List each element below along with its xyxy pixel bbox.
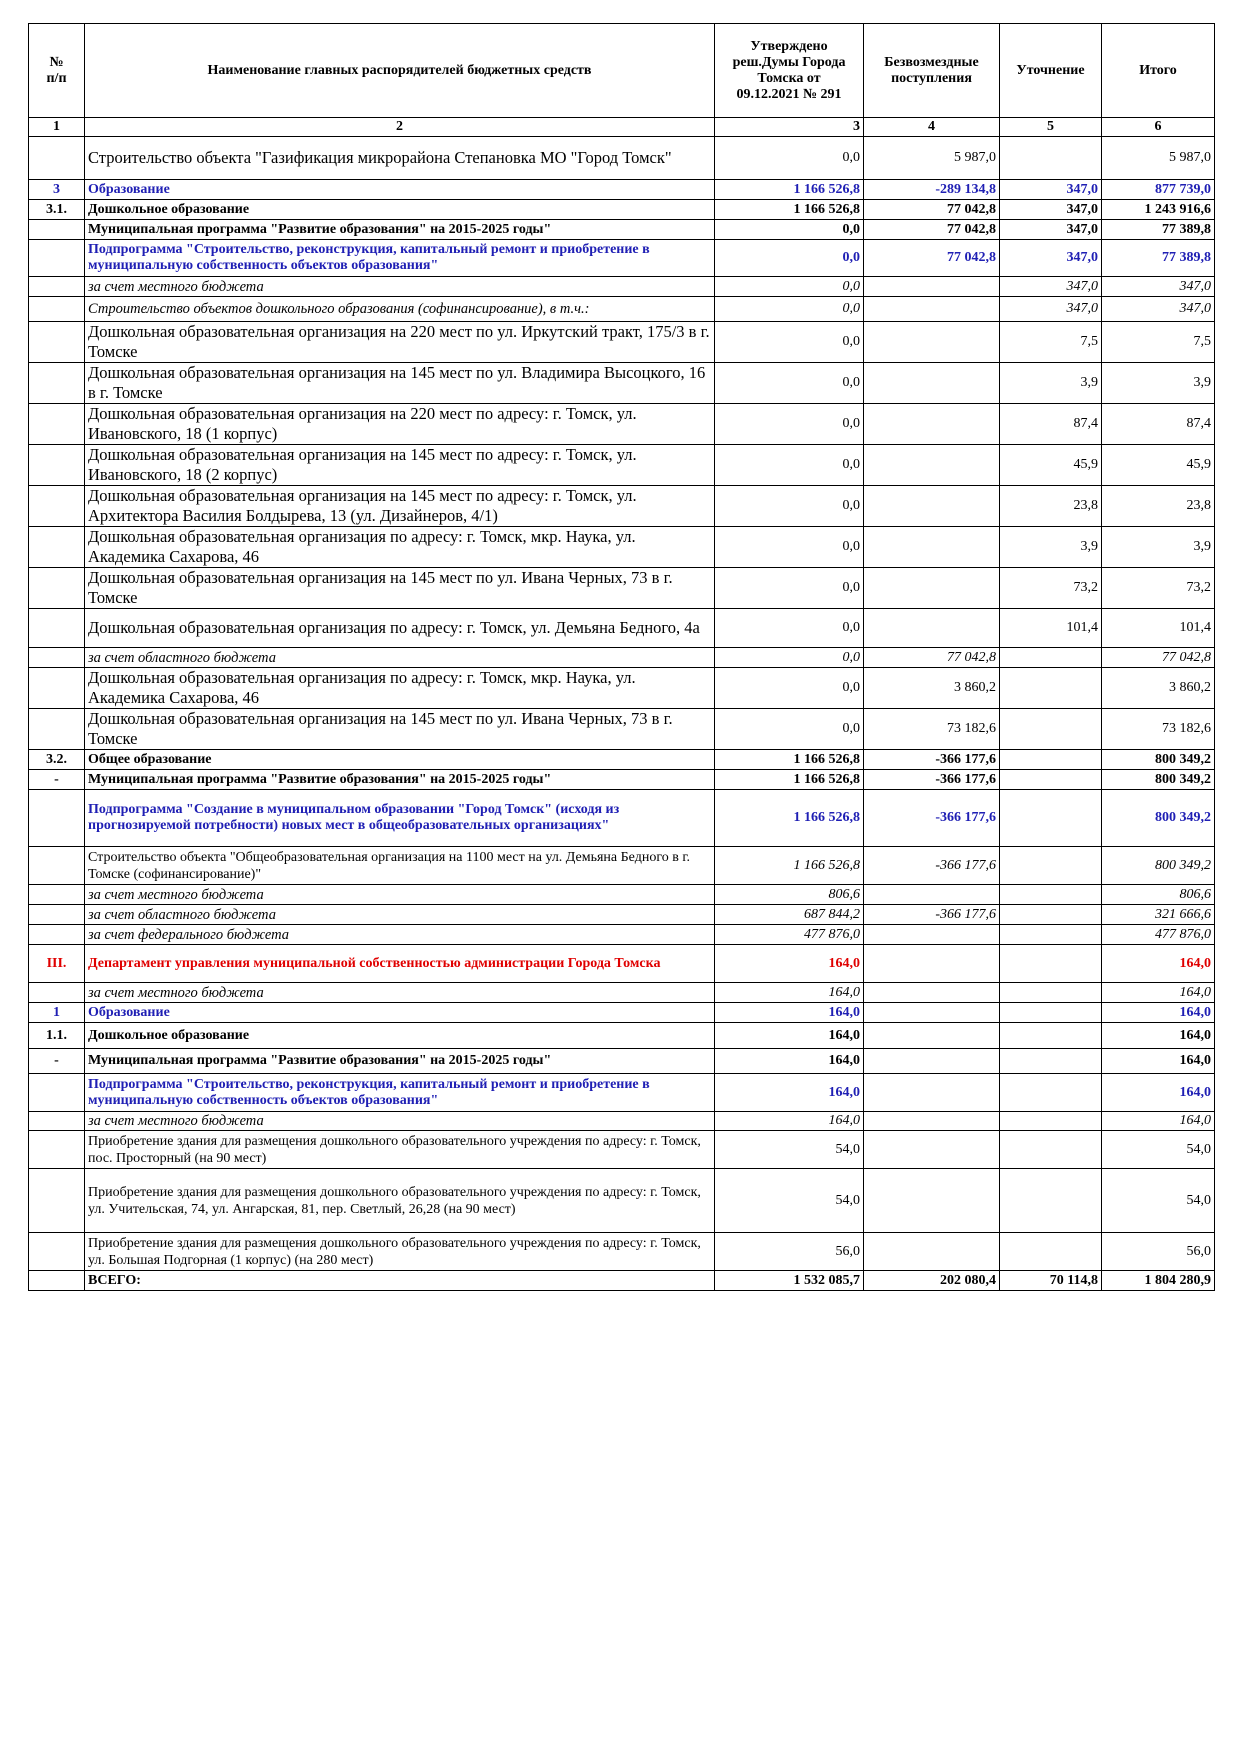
row-number	[29, 322, 85, 363]
approved-value: 0,0	[715, 363, 864, 404]
clarification-value: 23,8	[1000, 486, 1102, 527]
approved-value: 164,0	[715, 1003, 864, 1023]
gratuitous-value	[864, 363, 1000, 404]
clarification-value: 70 114,8	[1000, 1271, 1102, 1291]
clarification-value	[1000, 885, 1102, 905]
row-name: Дошкольная образовательная организация на 145 мест по ул. Ивана Черных, 73 в г. Томске	[85, 568, 715, 609]
header-total: Итого	[1102, 24, 1215, 118]
approved-value: 0,0	[715, 527, 864, 568]
clarification-value	[1000, 750, 1102, 770]
table-row	[29, 200, 1215, 220]
row-number	[29, 609, 85, 648]
approved-value: 0,0	[715, 445, 864, 486]
column-number: 6	[1102, 118, 1215, 137]
clarification-value	[1000, 1131, 1102, 1169]
approved-value: 54,0	[715, 1169, 864, 1233]
approved-value: 0,0	[715, 709, 864, 750]
row-number	[29, 1074, 85, 1112]
row-number	[29, 983, 85, 1003]
row-number: 1.1.	[29, 1023, 85, 1049]
gratuitous-value	[864, 1003, 1000, 1023]
row-number	[29, 137, 85, 180]
gratuitous-value: 77 042,8	[864, 648, 1000, 668]
row-number	[29, 925, 85, 945]
total-value: 7,5	[1102, 322, 1215, 363]
gratuitous-value	[864, 445, 1000, 486]
table-row	[29, 925, 1215, 945]
row-name: Муниципальная программа "Развитие образования" на 2015-2025 годы"	[85, 770, 715, 790]
approved-value: 687 844,2	[715, 905, 864, 925]
table-row	[29, 527, 1215, 568]
column-number-row	[29, 118, 1215, 137]
gratuitous-value: 73 182,6	[864, 709, 1000, 750]
row-number	[29, 277, 85, 297]
gratuitous-value	[864, 1131, 1000, 1169]
row-number	[29, 668, 85, 709]
approved-value: 1 532 085,7	[715, 1271, 864, 1291]
table-row	[29, 750, 1215, 770]
table-row	[29, 770, 1215, 790]
row-number	[29, 445, 85, 486]
gratuitous-value: -289 134,8	[864, 180, 1000, 200]
row-number	[29, 568, 85, 609]
row-number	[29, 1233, 85, 1271]
approved-value: 0,0	[715, 220, 864, 240]
table-row	[29, 1003, 1215, 1023]
table-row	[29, 322, 1215, 363]
gratuitous-value: -366 177,6	[864, 905, 1000, 925]
clarification-value: 347,0	[1000, 297, 1102, 322]
row-name: Дошкольная образовательная организация на 220 мест по адресу: г. Томск, ул. Ивановского, 18 (1 корпус)	[85, 404, 715, 445]
gratuitous-value	[864, 297, 1000, 322]
approved-value: 806,6	[715, 885, 864, 905]
total-value: 77 389,8	[1102, 220, 1215, 240]
row-number	[29, 527, 85, 568]
table-row	[29, 1271, 1215, 1291]
table-row	[29, 1233, 1215, 1271]
clarification-value	[1000, 1112, 1102, 1131]
total-value: 1 804 280,9	[1102, 1271, 1215, 1291]
gratuitous-value	[864, 885, 1000, 905]
row-number	[29, 905, 85, 925]
table-row	[29, 885, 1215, 905]
row-number	[29, 1131, 85, 1169]
row-name: Дошкольное образование	[85, 200, 715, 220]
total-value: 3,9	[1102, 363, 1215, 404]
total-value: 101,4	[1102, 609, 1215, 648]
clarification-value: 3,9	[1000, 363, 1102, 404]
clarification-value: 87,4	[1000, 404, 1102, 445]
total-value: 164,0	[1102, 1049, 1215, 1074]
total-value: 5 987,0	[1102, 137, 1215, 180]
gratuitous-value	[864, 277, 1000, 297]
table-row	[29, 137, 1215, 180]
row-name: за счет местного бюджета	[85, 983, 715, 1003]
total-value: 45,9	[1102, 445, 1215, 486]
gratuitous-value: 3 860,2	[864, 668, 1000, 709]
clarification-value	[1000, 983, 1102, 1003]
row-name: Муниципальная программа "Развитие образования" на 2015-2025 годы"	[85, 1049, 715, 1074]
row-name: Подпрограмма "Строительство, реконструкция, капитальный ремонт и приобретение в муниципальную собственность объектов образования"	[85, 240, 715, 277]
table-row	[29, 1049, 1215, 1074]
clarification-value: 347,0	[1000, 220, 1102, 240]
table-header-row	[29, 24, 1215, 118]
clarification-value: 7,5	[1000, 322, 1102, 363]
approved-value: 1 166 526,8	[715, 847, 864, 885]
table-row	[29, 568, 1215, 609]
row-name: за счет местного бюджета	[85, 277, 715, 297]
gratuitous-value	[864, 322, 1000, 363]
row-name: Подпрограмма "Строительство, реконструкция, капитальный ремонт и приобретение в муниципальную собственность объектов образования"	[85, 1074, 715, 1112]
row-number	[29, 240, 85, 277]
row-number	[29, 885, 85, 905]
row-number	[29, 1169, 85, 1233]
column-number: 3	[715, 118, 864, 137]
row-number	[29, 847, 85, 885]
approved-value: 0,0	[715, 240, 864, 277]
table-row	[29, 668, 1215, 709]
gratuitous-value: -366 177,6	[864, 847, 1000, 885]
approved-value: 1 166 526,8	[715, 750, 864, 770]
row-name: Подпрограмма "Создание в муниципальном образовании "Город Томск" (исходя из прогнозируемой потребности) новых мест в общеобразовательных организациях"	[85, 790, 715, 847]
gratuitous-value	[864, 1112, 1000, 1131]
column-number: 4	[864, 118, 1000, 137]
row-number: -	[29, 1049, 85, 1074]
total-value: 56,0	[1102, 1233, 1215, 1271]
clarification-value: 101,4	[1000, 609, 1102, 648]
total-value: 54,0	[1102, 1169, 1215, 1233]
gratuitous-value	[864, 609, 1000, 648]
row-name: ВСЕГО:	[85, 1271, 715, 1291]
clarification-value: 347,0	[1000, 180, 1102, 200]
total-value: 800 349,2	[1102, 847, 1215, 885]
total-value: 477 876,0	[1102, 925, 1215, 945]
gratuitous-value	[864, 568, 1000, 609]
approved-value: 56,0	[715, 1233, 864, 1271]
header-num: № п/п	[29, 24, 85, 118]
total-value: 164,0	[1102, 1112, 1215, 1131]
clarification-value	[1000, 137, 1102, 180]
total-value: 321 666,6	[1102, 905, 1215, 925]
row-number	[29, 648, 85, 668]
approved-value: 164,0	[715, 1112, 864, 1131]
table-row	[29, 648, 1215, 668]
header-approved: Утверждено реш.Думы Города Томска от 09.12.2021 № 291	[715, 24, 864, 118]
clarification-value	[1000, 668, 1102, 709]
row-number	[29, 790, 85, 847]
header-name: Наименование главных распорядителей бюджетных средств	[85, 24, 715, 118]
table-row	[29, 790, 1215, 847]
column-number: 2	[85, 118, 715, 137]
row-name: Дошкольная образовательная организация на 220 мест по ул. Иркутский тракт, 175/3 в г. Томске	[85, 322, 715, 363]
row-name: Дошкольная образовательная организация по адресу: г. Томск, мкр. Наука, ул. Академика Сахарова, 46	[85, 668, 715, 709]
row-name: Приобретение здания для размещения дошкольного образовательного учреждения по адресу: г. Томск, ул. Большая Подгорная (1 корпус) (на 280 мест)	[85, 1233, 715, 1271]
clarification-value	[1000, 905, 1102, 925]
row-number: 3.1.	[29, 200, 85, 220]
table-row	[29, 277, 1215, 297]
row-number	[29, 220, 85, 240]
row-number	[29, 1112, 85, 1131]
table-row	[29, 1112, 1215, 1131]
row-name: Департамент управления муниципальной собственностью администрации Города Томска	[85, 945, 715, 983]
row-number	[29, 363, 85, 404]
clarification-value: 73,2	[1000, 568, 1102, 609]
budget-table	[28, 23, 1215, 1291]
approved-value: 164,0	[715, 945, 864, 983]
row-number	[29, 404, 85, 445]
gratuitous-value	[864, 1169, 1000, 1233]
row-number	[29, 297, 85, 322]
table-row	[29, 486, 1215, 527]
total-value: 73 182,6	[1102, 709, 1215, 750]
table-row	[29, 1074, 1215, 1112]
row-name: Муниципальная программа "Развитие образования" на 2015-2025 годы"	[85, 220, 715, 240]
table-row	[29, 945, 1215, 983]
gratuitous-value	[864, 945, 1000, 983]
clarification-value	[1000, 1049, 1102, 1074]
row-number: 3	[29, 180, 85, 200]
column-number: 5	[1000, 118, 1102, 137]
gratuitous-value: 77 042,8	[864, 240, 1000, 277]
row-name: Образование	[85, 180, 715, 200]
total-value: 23,8	[1102, 486, 1215, 527]
gratuitous-value: 77 042,8	[864, 200, 1000, 220]
approved-value: 164,0	[715, 1074, 864, 1112]
total-value: 164,0	[1102, 1003, 1215, 1023]
table-row	[29, 445, 1215, 486]
row-name: Дошкольная образовательная организация по адресу: г. Томск, мкр. Наука, ул. Академика Сахарова, 46	[85, 527, 715, 568]
row-number	[29, 486, 85, 527]
approved-value: 0,0	[715, 486, 864, 527]
row-number: -	[29, 770, 85, 790]
row-name: Приобретение здания для размещения дошкольного образовательного учреждения по адресу: г. Томск, ул. Учительская, 74, ул. Ангарская, 81, пер. Светлый, 26,28 (на 90 мест)	[85, 1169, 715, 1233]
total-value: 77 389,8	[1102, 240, 1215, 277]
column-number: 1	[29, 118, 85, 137]
total-value: 87,4	[1102, 404, 1215, 445]
approved-value: 54,0	[715, 1131, 864, 1169]
gratuitous-value	[864, 404, 1000, 445]
approved-value: 164,0	[715, 983, 864, 1003]
table-row	[29, 220, 1215, 240]
row-name: за счет местного бюджета	[85, 885, 715, 905]
total-value: 164,0	[1102, 1023, 1215, 1049]
gratuitous-value: -366 177,6	[864, 750, 1000, 770]
clarification-value	[1000, 1023, 1102, 1049]
gratuitous-value	[864, 925, 1000, 945]
total-value: 800 349,2	[1102, 750, 1215, 770]
total-value: 877 739,0	[1102, 180, 1215, 200]
clarification-value: 3,9	[1000, 527, 1102, 568]
table-row	[29, 404, 1215, 445]
gratuitous-value: 202 080,4	[864, 1271, 1000, 1291]
clarification-value: 347,0	[1000, 240, 1102, 277]
clarification-value	[1000, 709, 1102, 750]
approved-value: 1 166 526,8	[715, 200, 864, 220]
approved-value: 0,0	[715, 648, 864, 668]
table-row	[29, 847, 1215, 885]
table-row	[29, 609, 1215, 648]
total-value: 806,6	[1102, 885, 1215, 905]
approved-value: 0,0	[715, 322, 864, 363]
row-number: 3.2.	[29, 750, 85, 770]
row-name: за счет областного бюджета	[85, 905, 715, 925]
approved-value: 164,0	[715, 1049, 864, 1074]
clarification-value: 347,0	[1000, 277, 1102, 297]
gratuitous-value	[864, 486, 1000, 527]
clarification-value	[1000, 847, 1102, 885]
total-value: 3,9	[1102, 527, 1215, 568]
table-row	[29, 1023, 1215, 1049]
clarification-value: 347,0	[1000, 200, 1102, 220]
approved-value: 1 166 526,8	[715, 180, 864, 200]
approved-value: 0,0	[715, 297, 864, 322]
gratuitous-value: -366 177,6	[864, 770, 1000, 790]
gratuitous-value	[864, 1049, 1000, 1074]
total-value: 164,0	[1102, 1074, 1215, 1112]
table-row	[29, 297, 1215, 322]
clarification-value	[1000, 1074, 1102, 1112]
table-row	[29, 363, 1215, 404]
row-name: Строительство объектов дошкольного образования (софинансирование), в т.ч.:	[85, 297, 715, 322]
approved-value: 0,0	[715, 404, 864, 445]
approved-value: 0,0	[715, 137, 864, 180]
row-name: Дошкольная образовательная организация на 145 мест по адресу: г. Томск, ул. Архитектора Василия Болдырева, 13 (ул. Дизайнеров, 4/1)	[85, 486, 715, 527]
total-value: 164,0	[1102, 983, 1215, 1003]
table-body	[29, 137, 1215, 1291]
row-name: Дошкольная образовательная организация по адресу: г. Томск, ул. Демьяна Бедного, 4а	[85, 609, 715, 648]
row-name: Строительство объекта "Газификация микрорайона Степановка МО "Город Томск"	[85, 137, 715, 180]
approved-value: 1 166 526,8	[715, 790, 864, 847]
row-name: за счет федерального бюджета	[85, 925, 715, 945]
table-row	[29, 1131, 1215, 1169]
clarification-value	[1000, 925, 1102, 945]
row-name: Общее образование	[85, 750, 715, 770]
approved-value: 1 166 526,8	[715, 770, 864, 790]
table-row	[29, 709, 1215, 750]
table-row	[29, 240, 1215, 277]
approved-value: 0,0	[715, 568, 864, 609]
table-row	[29, 180, 1215, 200]
approved-value: 0,0	[715, 668, 864, 709]
row-name: Дошкольная образовательная организация на 145 мест по ул. Ивана Черных, 73 в г. Томске	[85, 709, 715, 750]
gratuitous-value	[864, 527, 1000, 568]
clarification-value	[1000, 648, 1102, 668]
clarification-value: 45,9	[1000, 445, 1102, 486]
gratuitous-value	[864, 983, 1000, 1003]
clarification-value	[1000, 770, 1102, 790]
total-value: 3 860,2	[1102, 668, 1215, 709]
clarification-value	[1000, 1003, 1102, 1023]
row-name: Дошкольная образовательная организация на 145 мест по ул. Владимира Высоцкого, 16 в г. Томске	[85, 363, 715, 404]
total-value: 54,0	[1102, 1131, 1215, 1169]
approved-value: 477 876,0	[715, 925, 864, 945]
clarification-value	[1000, 1233, 1102, 1271]
row-number: III.	[29, 945, 85, 983]
total-value: 164,0	[1102, 945, 1215, 983]
gratuitous-value	[864, 1074, 1000, 1112]
total-value: 73,2	[1102, 568, 1215, 609]
table-row	[29, 983, 1215, 1003]
total-value: 800 349,2	[1102, 770, 1215, 790]
row-number: 1	[29, 1003, 85, 1023]
approved-value: 0,0	[715, 277, 864, 297]
gratuitous-value: 5 987,0	[864, 137, 1000, 180]
clarification-value	[1000, 945, 1102, 983]
approved-value: 164,0	[715, 1023, 864, 1049]
row-name: Приобретение здания для размещения дошкольного образовательного учреждения по адресу: г. Томск, пос. Просторный (на 90 мест)	[85, 1131, 715, 1169]
header-clarification: Уточнение	[1000, 24, 1102, 118]
gratuitous-value: -366 177,6	[864, 790, 1000, 847]
clarification-value	[1000, 1169, 1102, 1233]
row-name: за счет местного бюджета	[85, 1112, 715, 1131]
total-value: 347,0	[1102, 297, 1215, 322]
gratuitous-value: 77 042,8	[864, 220, 1000, 240]
row-name: за счет областного бюджета	[85, 648, 715, 668]
header-gratuitous: Безвозмездные поступления	[864, 24, 1000, 118]
total-value: 77 042,8	[1102, 648, 1215, 668]
total-value: 347,0	[1102, 277, 1215, 297]
row-number	[29, 1271, 85, 1291]
total-value: 800 349,2	[1102, 790, 1215, 847]
gratuitous-value	[864, 1233, 1000, 1271]
total-value: 1 243 916,6	[1102, 200, 1215, 220]
row-name: Строительство объекта "Общеобразовательная организация на 1100 мест на ул. Демьяна Бедного в г. Томске (софинансирование)"	[85, 847, 715, 885]
row-name: Дошкольное образование	[85, 1023, 715, 1049]
row-number	[29, 709, 85, 750]
table-row	[29, 905, 1215, 925]
approved-value: 0,0	[715, 609, 864, 648]
row-name: Дошкольная образовательная организация на 145 мест по адресу: г. Томск, ул. Ивановского, 18 (2 корпус)	[85, 445, 715, 486]
gratuitous-value	[864, 1023, 1000, 1049]
table-row	[29, 1169, 1215, 1233]
clarification-value	[1000, 790, 1102, 847]
row-name: Образование	[85, 1003, 715, 1023]
